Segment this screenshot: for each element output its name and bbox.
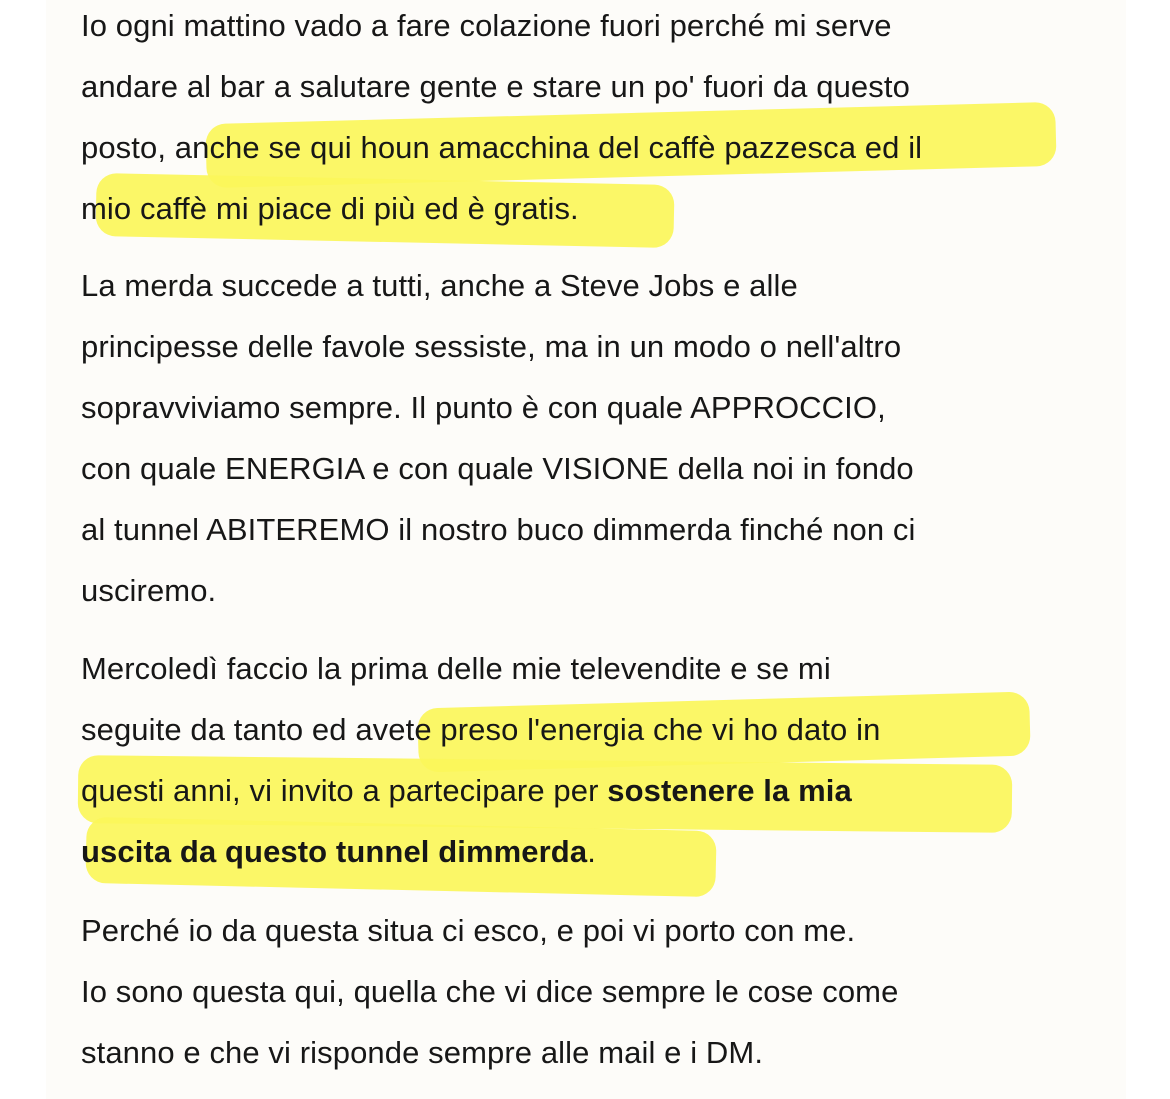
bold-highlighted-text: sostenere la mia: [607, 773, 852, 808]
highlighted-text: vete preso l'energia che vi ho dato in: [372, 712, 881, 747]
paragraph-breakfast: [81, 0, 1141, 239]
text-line: usciremo.: [81, 573, 217, 608]
text-line: andare al bar a salutare gente e stare un po' fuori da questo: [81, 69, 910, 104]
text-line: stanno e che vi risponde sempre alle mail e i DM.: [81, 1035, 764, 1070]
text-fragment: .: [587, 834, 596, 869]
article-text: [81, 0, 1141, 1083]
text-line: [81, 760, 1141, 821]
text-fragment: il: [899, 130, 923, 165]
paragraph-closing: [81, 900, 1141, 1083]
text-line: con quale ENERGIA e con quale VISIONE della noi in fondo: [81, 451, 914, 486]
text-line: [81, 821, 1141, 882]
text-line: Io ogni mattino vado a fare colazione fuori perché mi serve: [81, 8, 892, 43]
text-line: principesse delle favole sessiste, ma in un modo o nell'altro: [81, 329, 902, 364]
text-line: [81, 699, 1141, 760]
text-line: Mercoledì faccio la prima delle mie televendite e se mi: [81, 651, 831, 686]
text-line: al tunnel ABITEREMO il nostro buco dimmerda finché non ci: [81, 512, 916, 547]
text-line: Io sono questa qui, quella che vi dice sempre le cose come: [81, 974, 899, 1009]
bold-highlighted-text: uscita da questo tunnel dimmerda: [81, 834, 588, 869]
highlighted-text: mio caffè mi piace di più ed è gratis.: [81, 191, 579, 226]
highlighted-text: nche se qui houn amacchina del caffè pazzesca ed: [192, 130, 900, 165]
highlighted-text: questi anni, vi invito a partecipare per: [81, 773, 608, 808]
text-line: sopravviviamo sempre. Il punto è con quale APPROCCIO,: [81, 390, 886, 425]
text-fragment: posto, a: [81, 130, 193, 165]
text-line: Perché io da questa situa ci esco, e poi vi porto con me.: [81, 913, 856, 948]
paragraph-televendita: [81, 638, 1141, 882]
text-fragment: seguite da tanto ed a: [81, 712, 373, 747]
paragraph-approach: [81, 255, 1141, 621]
text-line: [81, 117, 1141, 178]
text-line: [81, 178, 1141, 239]
text-line: La merda succede a tutti, anche a Steve Jobs e alle: [81, 268, 798, 303]
